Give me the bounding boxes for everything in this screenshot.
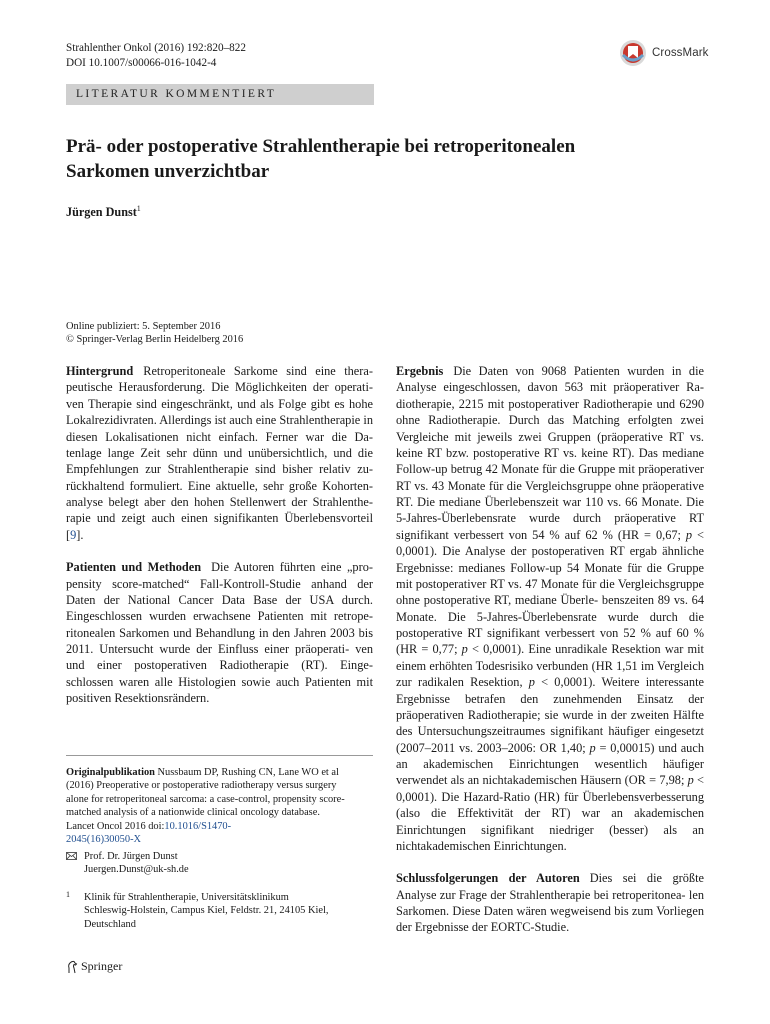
publisher-name: Springer (81, 959, 123, 973)
title-line-2: Sarkomen unverzichtbar (66, 161, 270, 182)
section-heading: Patienten und Methoden (66, 560, 202, 575)
affiliation-number: 1 (66, 890, 70, 899)
article-title (66, 134, 706, 184)
original-publication-label: Originalpublikation (66, 767, 155, 778)
contact-email[interactable]: Juergen.Dunst@uk-sh.de (84, 864, 189, 876)
section-heading: Hintergrund (66, 364, 134, 378)
footnote-divider (66, 755, 373, 756)
doi-link-continued[interactable]: 2045(16)30050-X (66, 834, 142, 846)
author (66, 204, 141, 220)
section-methoden: Patienten und Methoden Die Autoren führten eine „pro- pensity score-matched“ Fall-Kontroll-Studie anhand der Daten der National Cancer Data Base der USA durch. Eingeschlossen wurden erwachsene Patienten mit retrope- ritonealen Sarkomen und Behandlung in den Jahren 2003 bis 2011. Untersucht wurde der Einfluss einer präoperati- ven und einer postoperativen Radiotherapie (RT). Einge- schlossen waren alle Histologien sowie auch Patienten mit positiven Resektionsrändern. (66, 560, 374, 706)
author-name: Jürgen Dunst (66, 205, 137, 219)
envelope-icon (66, 852, 77, 860)
journal-citation (66, 41, 246, 71)
journal-line: Strahlenther Onkol (2016) 192:820–822 (66, 42, 246, 54)
crossmark-icon (619, 38, 647, 68)
correspondence (66, 850, 356, 877)
section-ergebnis: Ergebnis Die Daten von 9068 Patienten wurden in die Analyse eingeschlossen, davon 563 mit präoperativer Ra- diotherapie, 2215 mit postoperativer Radiotherapie und 6290 ohne Radiotherapie. Durch das Matching erfolgten zwei Vergleiche mit jeweils zwei Gruppen (präoperative RT vs. keine RT bzw. postoperative RT vs. keine RT). Das mediane Follow-up betrug 42 Monate für die Gruppe mit präoperativer RT vs. 43 Monate für die Vergleichsgruppe ohne präoperative RT. Die mediane Überlebenszeit war 110 vs. 66 Monate. Die 5-Jahres-Überlebensrate wurde durch präoperative RT signifikant verbessert von 54 % auf 62 % (HR = 0,67; p < 0,0001). Die Analyse der postoperativen RT ergab ähnliche Ergebnisse: medianes Follow-up 54 Monate für die Gruppe mit postoperativer RT vs. 47 Monate für die Vergleichsgruppe ohne postoperative RT, mediane Überle- benszeiten 89 vs. 64 Monate. Die 5-Jahres-Überlebensrate wurde durch die postoperative RT signifikant verbessert von 52 % auf 60 % (HR = 0,77; p < 0,0001). Eine unradikale Resektion war mit einem erhöhten Todesrisiko verbunden (HR 1,51 im Vergleich zur radikalen Resektion, p < 0,0001). Weitere interessante Ergebnisse betrafen den zunehmenden Einsatz der präoperativen Radiotherapie; sie wurde in der zweiten Hälfte des Untersuchungszeitraumes signifikant häufiger eingesetzt (2007–2011 vs. 2003–2006: OR 1,40; p = 0,00015) und auch an akademischen Einrichtungen wesentlich häufiger verwendet als an nichtakademischen Häusern (OR = 7,98; p < 0,0001). Die Hazard-Ratio (HR) für Überlebensverbesserung (also die Effektivität der RT) war an akademischen Einrichtungen signifikant niedriger (besser) als an nichtakademischen Einrichtungen. (396, 364, 705, 853)
crossmark-badge[interactable] (619, 38, 719, 68)
published-date: Online publiziert: 5. September 2016 (66, 321, 221, 332)
reference-link[interactable]: 9 (70, 527, 77, 542)
right-column (396, 363, 704, 936)
springer-horse-icon (66, 960, 78, 974)
springer-logo (66, 959, 122, 974)
section-heading: Schlussfolgerungen der Autoren (396, 871, 580, 886)
section-heading: Ergebnis (396, 364, 444, 378)
doi-line: DOI 10.1007/s00066-016-1042-4 (66, 57, 217, 69)
copyright: © Springer-Verlag Berlin Heidelberg 2016 (66, 334, 244, 346)
section-schlussfolgerungen: Schlussfolgerungen der Autoren Dies sei die größte Analyse zur Frage der Strahlentherapie bei retroperitonea- len Sarkomen. Diese Daten wären wegweisend bis zum Vorliegen der Ergebnisse der EORTC-Studie. (396, 871, 705, 935)
title-line-1: Prä- oder postoperative Strahlentherapie bei retroperitonealen (66, 136, 576, 157)
contact-name: Prof. Dr. Jürgen Dunst (84, 851, 178, 862)
crossmark-label: CrossMark (652, 47, 709, 59)
doi-link[interactable]: 10.1016/S1470- (164, 820, 232, 832)
original-publication: Originalpublikation Nussbaum DP, Rushing CN, Lane WO et al (2016) Preoperative or postoperative radiotherapy versus surgery alone for retroperitoneal sarcoma: a case-control, propensity score-matched analysis of a nationwide clinical oncology database. Lancet Oncol 2016 doi:10.1016/S1470- 2045(16)30050-X (66, 767, 345, 846)
publication-meta (66, 320, 243, 347)
section-hintergrund: Hintergrund Retroperitoneale Sarkome sind eine thera- peutische Herausforderung. Die Möglichkeiten der operati- ven Therapie sind eingeschränkt, und als Folge gibt es hohe Lokalrezidivraten. Allerdings ist auch eine Strahlentherapie in diesen Lokalisationen nicht einfach. Ferner war die Da- tenlage lange Zeit sehr dünn und unübersichtlich, und die Empfehlungen zur Strahlentherapie sind bisher relativ zu- rückhaltend formuliert. Eine aktuelle, sehr große Kohorten- analyse belegt aber den hohen Stellenwert der Strahlenthe- rapie und zeigt auch einen signifikanten Überlebensvorteil [9]. (66, 364, 373, 542)
affiliation: 1 Klinik für Strahlentherapie, Universitätsklinikum Schleswig-Holstein, Campus Kiel, Feldstr. 21, 24105 Kiel, Deutschland (66, 890, 329, 930)
author-affiliation-marker: 1 (136, 204, 141, 213)
section-banner: LITERATUR KOMMENTIERT (66, 84, 374, 105)
left-column (66, 363, 373, 707)
